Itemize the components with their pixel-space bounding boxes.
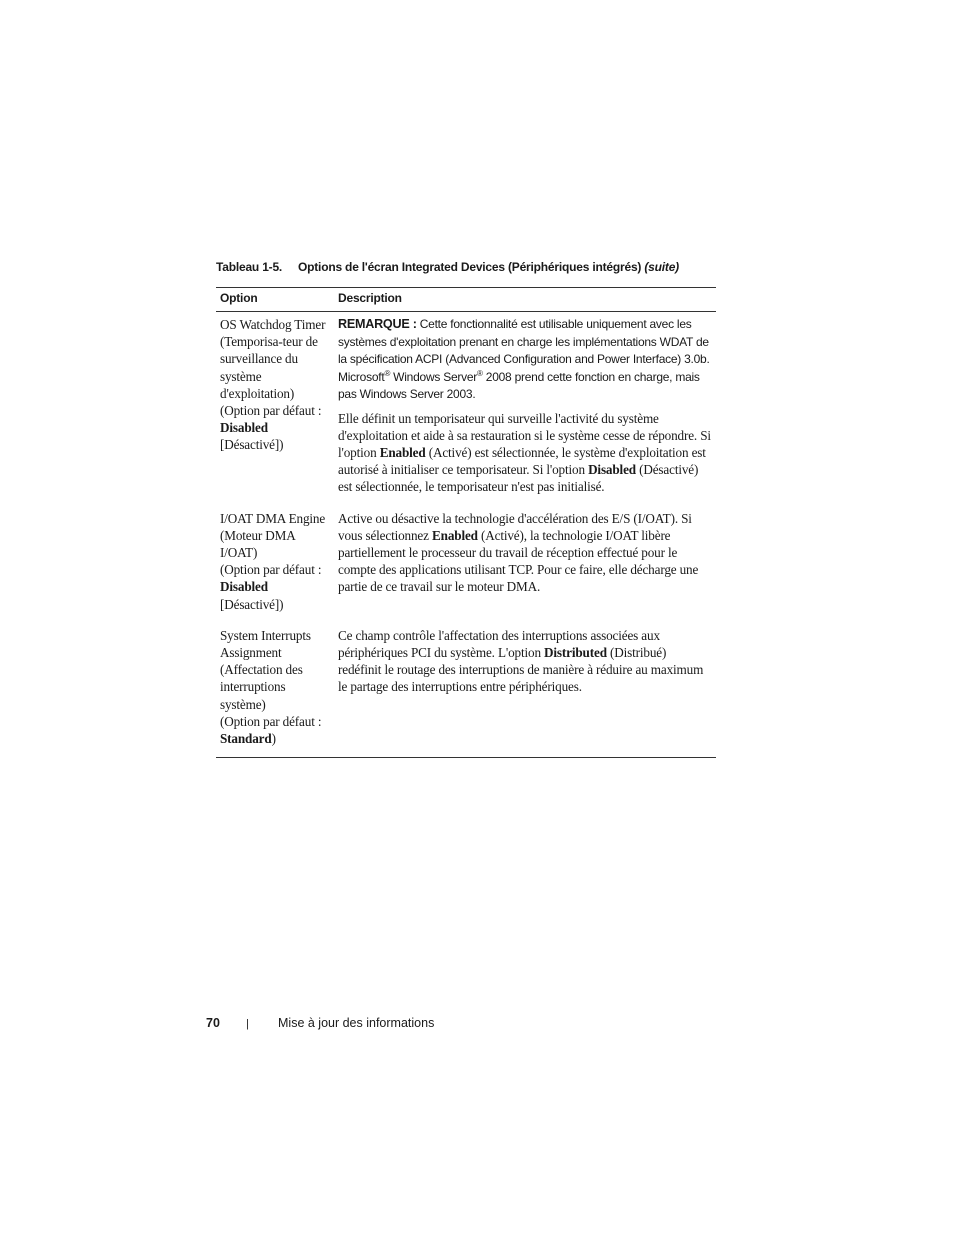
- header-description: Description: [338, 291, 402, 305]
- option-default-suffix: [Désactivé]): [220, 596, 284, 612]
- description-cell: [334, 312, 716, 506]
- description-text: [338, 410, 712, 496]
- desc-part: (Désactivé) est sélectionnée, le temporisateur n'est pas initialisé.: [338, 462, 699, 495]
- table-row: [216, 506, 716, 623]
- option-default-suffix: [Désactivé]): [220, 437, 284, 453]
- registered-mark: ®: [477, 368, 483, 378]
- footer-separator: |: [246, 1018, 249, 1030]
- option-default-suffix: ): [271, 730, 276, 746]
- note-text-1: Cette fonctionnalité est utilisable uniquement avec les systèmes d'exploitation prenant en charge les implémentations WDAT de la spécification ACPI (Advanced Configuration and Power Interface) 3.0b. Microsoft: [338, 317, 710, 384]
- desc-bold: Distributed: [544, 644, 607, 660]
- desc-bold: Enabled: [431, 527, 478, 543]
- desc-part: Ce champ contrôle l'affectation des interruptions associées aux périphériques PCI du système. L'option: [338, 627, 660, 660]
- page-number: 70: [206, 1016, 220, 1030]
- option-name: I/OAT DMA Engine (Moteur DMA I/OAT): [220, 510, 326, 560]
- note-block: [338, 316, 712, 404]
- description-cell: [334, 506, 716, 623]
- desc-part: (Activé), la technologie I/OAT libère partiellement le processeur du travail de réception effectué pour le compte des applications utilisant TCP. Pour ce faire, elle décharge une partie de ce travail sur le moteur DMA.: [338, 527, 699, 595]
- registered-mark: ®: [384, 368, 391, 378]
- footer-section-title: Mise à jour des informations: [278, 1016, 435, 1030]
- option-cell: [216, 312, 334, 506]
- header-option: Option: [220, 291, 258, 305]
- table-number: Tableau 1-5.: [216, 260, 283, 274]
- options-table: [216, 287, 716, 758]
- note-label: REMARQUE :: [338, 317, 417, 331]
- description-text: [338, 510, 712, 596]
- table-row: [216, 312, 716, 506]
- page-footer: [206, 1016, 434, 1030]
- table-title: Options de l'écran Integrated Devices (Périphériques intégrés): [298, 260, 645, 274]
- option-cell: [216, 623, 334, 758]
- table-row: [216, 623, 716, 758]
- option-default-prefix: (Option par défaut :: [220, 713, 322, 729]
- option-name: OS Watchdog Timer (Temporisa-teur de surveillance du système d'exploitation): [220, 317, 326, 401]
- option-default-prefix: (Option par défaut :: [220, 562, 322, 578]
- option-default-prefix: (Option par défaut :: [220, 403, 322, 419]
- desc-bold: Enabled: [379, 444, 426, 460]
- desc-part: (Activé) est sélectionnée, le système d'exploitation est autorisé à initialiser ce temporisateur. Si l'option: [338, 444, 706, 478]
- option-name: System Interrupts Assignment (Affectation des interruptions système): [220, 627, 311, 712]
- option-default-value: Disabled: [220, 579, 268, 595]
- desc-part: Active ou désactive la technologie d'accélération des E/S (I/OAT). Si vous sélectionnez: [338, 510, 692, 543]
- description-text: [338, 627, 712, 696]
- note-text-2: Windows Server: [390, 369, 478, 384]
- table-caption: [216, 260, 736, 274]
- desc-bold: Disabled: [588, 462, 636, 478]
- desc-part: Elle définit un temporisateur qui surveille l'activité du système d'exploitation et aide à sa restauration si le système cesse de répondre. Si l'option: [338, 410, 711, 460]
- table-title-suffix: (suite): [644, 260, 679, 274]
- note-text-3: 2008 prend cette fonction en charge, mais pas Windows Server 2003.: [338, 369, 700, 401]
- option-default-value: Standard: [220, 730, 272, 746]
- description-cell: [334, 623, 716, 758]
- option-cell: [216, 506, 334, 623]
- table-header-row: [216, 288, 716, 312]
- desc-part: (Distribué) redéfinit le routage des interruptions de manière à réduire au maximum le partage des interruptions entre périphériques.: [338, 644, 704, 695]
- option-default-value: Disabled: [220, 420, 268, 436]
